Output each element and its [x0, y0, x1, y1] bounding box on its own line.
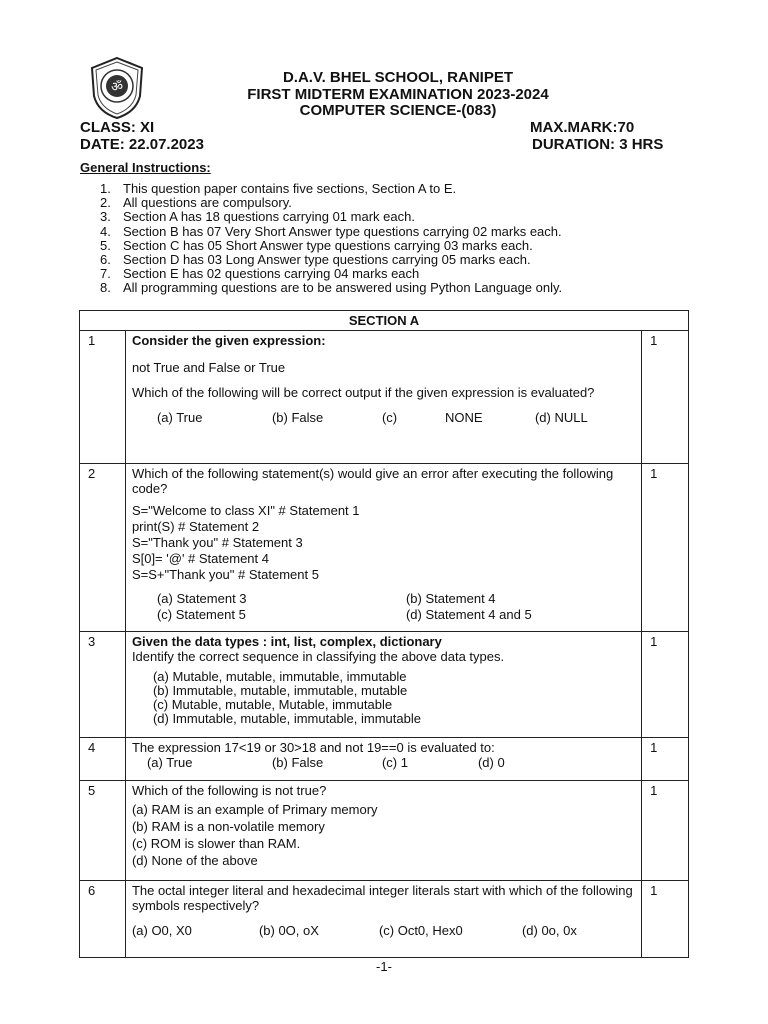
exam-title: FIRST MIDTERM EXAMINATION 2023-2024: [247, 86, 549, 103]
om-symbol: ॐ: [111, 80, 123, 95]
instruction-item: 5. Section C has 05 Short Answer type questions carrying 03 marks each.: [100, 237, 533, 253]
instruction-item: 3. Section A has 18 questions carrying 01 mark each.: [100, 209, 415, 225]
question-number: 6: [80, 881, 126, 958]
school-name: D.A.V. BHEL SCHOOL, RANIPET: [282, 69, 514, 86]
option: (a) RAM is an example of Primary memory: [131, 802, 378, 817]
subject-title: COMPUTER SCIENCE-(083): [299, 102, 497, 119]
option: (c) Oct0, Hex0: [378, 923, 463, 938]
instruction-item: 7. Section E has 02 questions carrying 04 marks each: [100, 266, 420, 282]
option: (c) ROM is slower than RAM.: [131, 836, 301, 851]
question-number: 4: [80, 738, 126, 781]
option: (a) True: [146, 755, 193, 770]
option: (d) Immutable, mutable, immutable, immutable: [152, 711, 421, 726]
instruction-item: 8. All programming questions are to be answered using Python Language only.: [100, 280, 563, 296]
options-row: [132, 410, 635, 426]
instruction-item: 6. Section D has 03 Long Answer type questions carrying 05 marks each.: [100, 252, 531, 268]
option: (d) 0: [477, 755, 505, 770]
question-text: The octal integer literal and hexadecimal integer literals start with which of the following symbols respectively?: [131, 883, 633, 913]
code-line: print(S) # Statement 2: [131, 519, 260, 534]
question-text: Which of the following is not true?: [131, 783, 327, 798]
question-marks: 1: [642, 738, 689, 781]
option: (c) Mutable, mutable, Mutable, immutable: [152, 697, 393, 712]
option: (b) Statement 4: [405, 591, 496, 606]
question-title: Consider the given expression:: [131, 333, 326, 348]
option: (d) NULL: [534, 410, 588, 425]
options-row: [132, 923, 635, 939]
question-marks: 1: [642, 632, 689, 738]
option: (d) 0o, 0x: [521, 923, 577, 938]
instruction-item: 1. This question paper contains five sections, Section A to E.: [100, 181, 457, 196]
option: (b) RAM is a non-volatile memory: [131, 819, 325, 834]
question-number: 2: [80, 464, 126, 632]
code-line: S[0]= '@' # Statement 4: [131, 551, 269, 566]
option: (a) True: [156, 410, 203, 425]
option: (b) 0O, oX: [258, 923, 319, 938]
max-mark-label: MAX.MARK:70: [530, 119, 635, 136]
question-marks: 1: [642, 331, 689, 464]
code-line: S="Welcome to class XI" # Statement 1: [131, 503, 360, 518]
option: (a) Statement 3: [156, 591, 247, 606]
section-header-row: [80, 311, 689, 331]
option: (c) 1: [381, 755, 408, 770]
question-marks: 1: [642, 781, 689, 881]
question-row: [80, 781, 689, 881]
page-number: -1-: [376, 959, 392, 974]
question-row: [80, 632, 689, 738]
question-table: [79, 310, 689, 958]
question-number: 5: [80, 781, 126, 881]
question-row: [80, 738, 689, 781]
option: NONE: [444, 410, 483, 425]
option: (b) Immutable, mutable, immutable, mutable: [152, 683, 408, 698]
question-row: [80, 464, 689, 632]
code-line: S="Thank you" # Statement 3: [131, 535, 303, 550]
option: (d) Statement 4 and 5: [405, 607, 532, 622]
option: (c) Statement 5: [156, 607, 246, 622]
question-expression: not True and False or True: [131, 360, 286, 375]
option: (a) O0, X0: [131, 923, 192, 938]
option: (d) None of the above: [131, 853, 258, 868]
class-label: CLASS: XI: [80, 119, 155, 136]
option: (b) False: [271, 755, 324, 770]
instruction-item: 2. All questions are compulsory.: [100, 195, 292, 211]
question-row: [80, 331, 689, 464]
option: (a) Mutable, mutable, immutable, immutable: [152, 669, 407, 684]
option: (c): [381, 410, 398, 425]
question-number: 3: [80, 632, 126, 738]
code-line: S=S+"Thank you" # Statement 5: [131, 567, 319, 582]
option: (b) False: [271, 410, 324, 425]
question-marks: 1: [642, 881, 689, 958]
question-text: The expression 17<19 or 30>18 and not 19==0 is evaluated to:: [131, 740, 495, 755]
instructions-list: [100, 182, 720, 296]
question-row: [80, 881, 689, 958]
date-label: DATE: 22.07.2023: [80, 136, 204, 153]
options-list: [132, 801, 635, 869]
question-marks: 1: [642, 464, 689, 632]
question-text: Which of the following statement(s) would give an error after executing the following code?: [131, 466, 614, 496]
code-block: [132, 503, 635, 583]
question-number: 1: [80, 331, 126, 464]
options-row: [132, 755, 635, 771]
instruction-item: 4. Section B has 07 Very Short Answer type questions carrying 02 marks each.: [100, 223, 562, 239]
options-list: [132, 670, 635, 726]
question-text: Which of the following will be correct output if the given expression is evaluated?: [131, 385, 595, 400]
section-title: SECTION A: [80, 311, 689, 331]
duration-label: DURATION: 3 HRS: [532, 136, 664, 153]
question-text: Identify the correct sequence in classifying the above data types.: [131, 649, 505, 664]
question-title: Given the data types : int, list, complex, dictionary: [131, 634, 442, 649]
instructions-title: General Instructions:: [80, 160, 211, 175]
options-grid: [132, 591, 635, 625]
